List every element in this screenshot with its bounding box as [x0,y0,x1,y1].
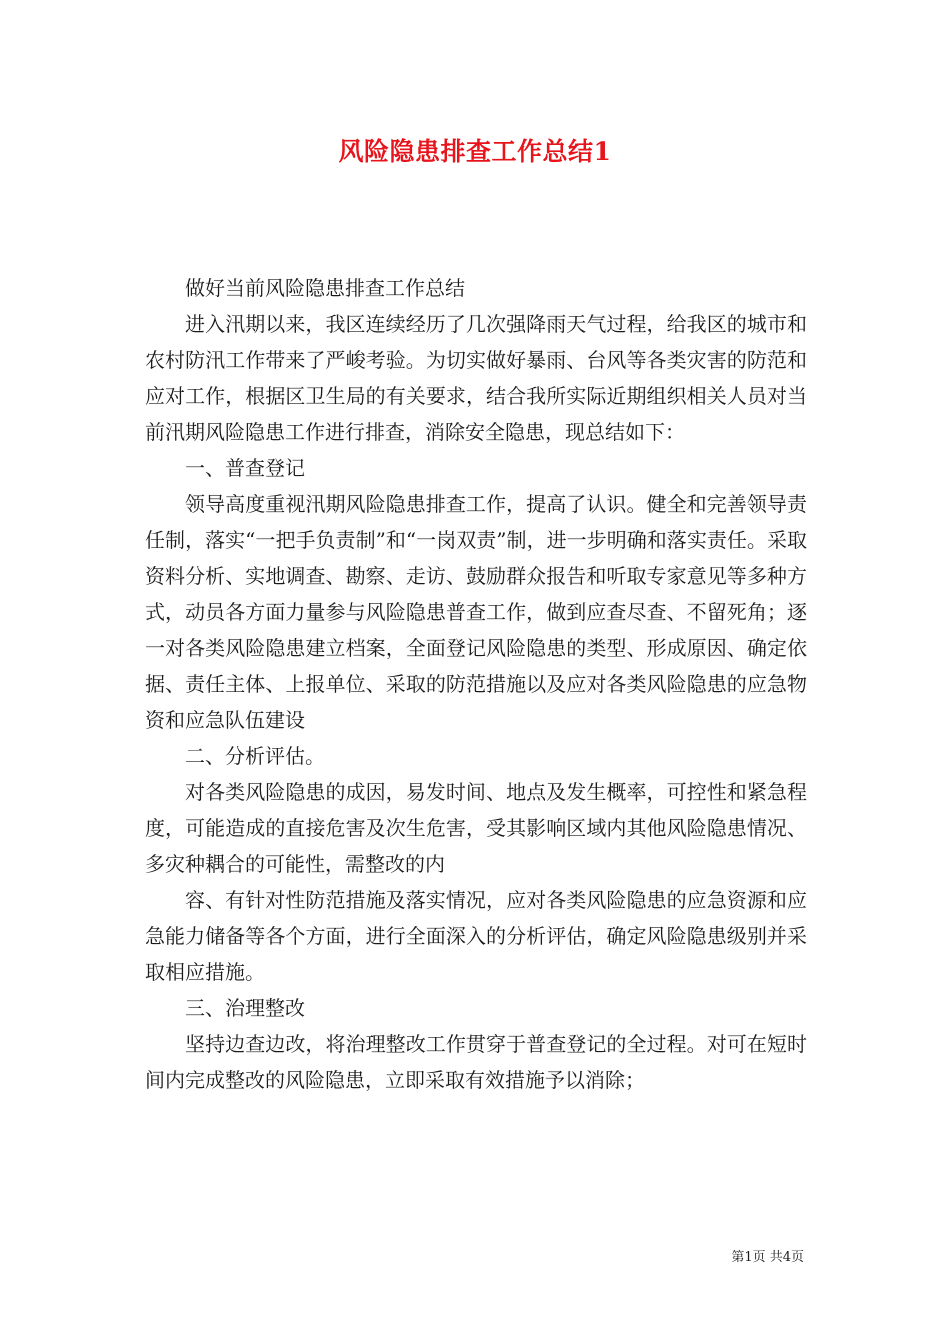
paragraph-heading: 做好当前风险隐患排查工作总结 [185,276,465,300]
paragraph: 领导高度重视汛期风险隐患排查工作，提高了认识。健全和完善领导责任制，落实“一把手负责制”和“一岗双责”制，进一步明确和落实责任。采取资料分析、实地调查、勘察、走访、鼓励群众报告和听取专家意见等多种方式，动员各方面力量参与风险隐患普查工作，做到应查尽查、不留死角；逐一对各类风险隐患建立档案，全面登记风险隐患的类型、形成原因、确定依据、责任主体、上报单位、采取的防范措施以及应对各类风险隐患的应急物资和应急队伍建设 [145,492,807,732]
document-title: 风险隐患排查工作总结1 [338,137,612,166]
section-heading-1: 一、普查登记 [185,456,305,480]
section-heading-2: 二、分析评估。 [185,744,325,768]
paragraph: 进入汛期以来，我区连续经历了几次强降雨天气过程，给我区的城市和农村防汛工作带来了严峻考验。为切实做好暴雨、台风等各类灾害的防范和应对工作，根据区卫生局的有关要求，结合我所实际近期组织相关人员对当前汛期风险隐患工作进行排查，消除安全隐患，现总结如下： [145,312,807,444]
paragraph: 对各类风险隐患的成因，易发时间、地点及发生概率，可控性和紧急程度，可能造成的直接危害及次生危害，受其影响区域内其他风险隐患情况、多灾种耦合的可能性，需整改的内 [145,780,807,876]
document-body [145,270,807,1098]
page-number-footer: 第1页 共4页 [731,1250,804,1265]
paragraph: 坚持边查边改，将治理整改工作贯穿于普查登记的全过程。对可在短时间内完成整改的风险隐患，立即采取有效措施予以消除； [145,1032,807,1092]
section-heading-3: 三、治理整改 [185,996,305,1020]
paragraph: 容、有针对性防范措施及落实情况，应对各类风险隐患的应急资源和应急能力储备等各个方面，进行全面深入的分析评估，确定风险隐患级别并采取相应措施。 [145,888,807,984]
